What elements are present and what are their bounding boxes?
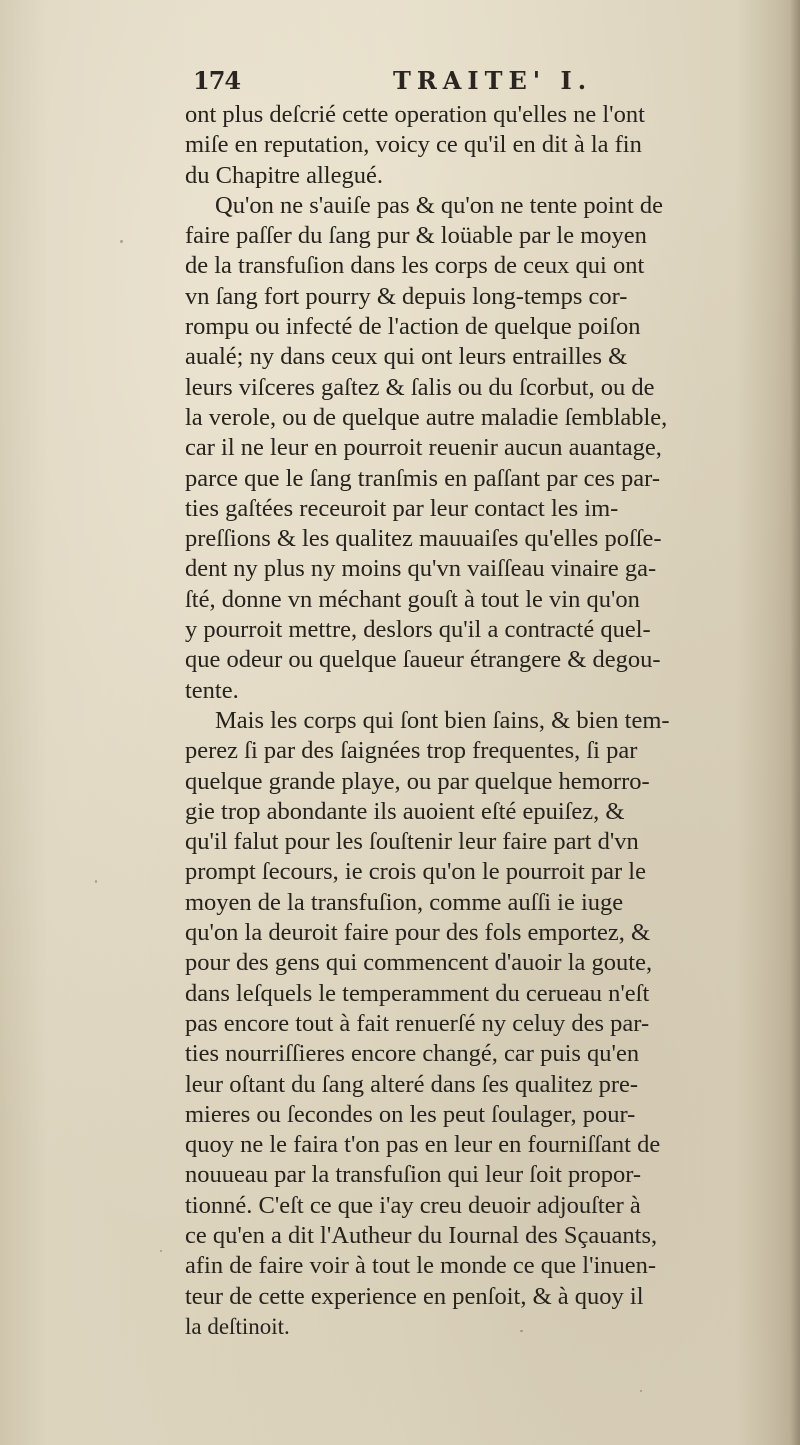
text-line: mieres ou ſecondes on les peut ſoulager, pour-: [185, 1100, 636, 1128]
text-line: nouueau par la transfuſion qui leur ſoit propor-: [185, 1161, 642, 1189]
text-line: moyen de la transfuſion, comme auſſi ie iuge: [185, 888, 624, 916]
text-line: ties nourriſſieres encore changé, car puis qu'en: [185, 1040, 640, 1068]
text-line: leur oſtant du ſang alteré dans ſes qualitez pre-: [185, 1070, 639, 1098]
body-text: [185, 100, 785, 1342]
paragraph-start-line: Mais les corps qui ſont bien ſains, & bien tem-: [215, 706, 670, 734]
text-line: rompu ou infecté de l'action de quelque poiſon: [185, 313, 641, 341]
text-line: pas encore tout à fait renuerſé ny celuy des par-: [185, 1009, 650, 1037]
text-line: preſſions & les qualitez mauuaiſes qu'elles poſſe-: [185, 525, 662, 553]
text-line: miſe en reputation, voicy ce qu'il en dit à la fin: [185, 131, 642, 159]
text-line: gie trop abondante ils auoient eſté epuiſez, &: [185, 797, 625, 825]
text-line: tionné. C'eſt ce que i'ay creu deuoir adjouſter à: [185, 1191, 641, 1219]
text-line: la verole, ou de quelque autre maladie ſemblable,: [185, 403, 668, 431]
text-line: de la transfuſion dans les corps de ceux qui ont: [185, 252, 645, 280]
text-line: qu'il falut pour les ſouſtenir leur faire part d'vn: [185, 828, 639, 856]
paper-speck: [160, 1250, 162, 1252]
text-line: ont plus deſcrié cette operation qu'elles ne l'ont: [185, 101, 645, 128]
paper-speck: [640, 1390, 642, 1392]
page-number: 174: [193, 66, 241, 95]
text-line: quelque grande playe, ou par quelque hemorro-: [185, 767, 650, 795]
text-line: faire paſſer du ſang pur & loüable par le moyen: [185, 222, 647, 250]
text-line: dent ny plus ny moins qu'vn vaiſſeau vinaire ga-: [185, 555, 657, 583]
page-header: [193, 66, 763, 102]
text-line: la deſtinoit.: [185, 1313, 290, 1339]
text-line: vn ſang fort pourry & depuis long-temps cor-: [185, 282, 628, 310]
text-line: leurs viſceres gaſtez & ſalis ou du ſcorbut, ou de: [185, 373, 655, 401]
text-line: perez ſi par des ſaignées trop frequentes, ſi par: [185, 737, 638, 765]
running-title: TRAITE' I.: [393, 66, 593, 95]
text-line: afin de faire voir à tout le monde ce que l'inuen-: [185, 1252, 657, 1280]
text-line: du Chapitre allegué.: [185, 161, 383, 189]
text-line: quoy ne le faira t'on pas en leur en fourniſſant de: [185, 1131, 661, 1159]
text-line: parce que le ſang tranſmis en paſſant par ces par-: [185, 464, 660, 492]
text-line: dans leſquels le temperamment du cerueau n'eſt: [185, 979, 650, 1007]
text-line: que odeur ou quelque ſaueur étrangere & degou-: [185, 646, 661, 674]
text-line: tente.: [185, 676, 239, 704]
paper-speck: [95, 880, 97, 883]
text-line: ce qu'en a dit l'Autheur du Iournal des Sçauants,: [185, 1221, 658, 1249]
text-line: y pourroit mettre, deslors qu'il a contracté quel-: [185, 616, 651, 644]
paper-speck: [520, 1330, 523, 1332]
text-line: pour des gens qui commencent d'auoir la goute,: [185, 949, 653, 977]
text-line: ties gaſtées receuroit par leur contact les im-: [185, 494, 619, 522]
paper-speck: [120, 240, 123, 243]
text-line: car il ne leur en pourroit reuenir aucun auantage,: [185, 434, 662, 462]
text-line: prompt ſecours, ie crois qu'on le pourroit par le: [185, 858, 646, 886]
text-line: qu'on la deuroit faire pour des fols emportez, &: [185, 919, 651, 947]
text-line: teur de cette experience en penſoit, & à quoy il: [185, 1282, 644, 1310]
page-edge-shadow: [790, 0, 800, 1445]
paragraph-start-line: Qu'on ne s'auiſe pas & qu'on ne tente point de: [215, 191, 664, 219]
text-line: aualé; ny dans ceux qui ont leurs entrailles &: [185, 343, 628, 371]
text-line: ſté, donne vn méchant gouſt à tout le vin qu'on: [185, 585, 640, 613]
